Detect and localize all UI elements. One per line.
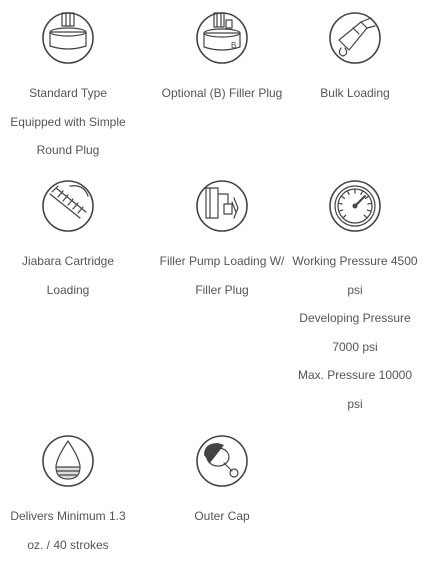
feature-caption: Standard Type Equipped with Simple Round Plug xyxy=(10,86,126,157)
feature-cartridge-loading xyxy=(0,178,143,304)
filler-pump-icon xyxy=(194,178,250,234)
feature-pressure xyxy=(280,178,430,418)
feature-caption: Optional (B) Filler Plug xyxy=(161,86,283,100)
feature-caption: Outer Cap xyxy=(194,509,250,523)
feature-delivery xyxy=(0,433,143,559)
feature-standard-type xyxy=(0,10,143,165)
feature-filler-pump-loading xyxy=(147,178,297,304)
standard-grease-gun-icon xyxy=(40,10,96,66)
feature-caption: Jiabara Cartridge Loading xyxy=(21,254,115,297)
feature-caption: Filler Pump Loading W/ Filler Plug xyxy=(159,254,285,297)
pressure-gauge-icon xyxy=(327,178,383,234)
feature-bulk-loading xyxy=(280,10,430,108)
filler-plug-icon xyxy=(194,10,250,66)
bulk-loading-icon xyxy=(327,10,383,66)
feature-filler-plug xyxy=(147,10,297,108)
feature-caption: Working Pressure 4500 psi Developing Pressure 7000 psi Max. Pressure 10000 psi xyxy=(292,254,418,411)
outer-cap-icon xyxy=(194,433,250,489)
feature-outer-cap xyxy=(147,433,297,531)
svg-text:B: B xyxy=(231,41,237,50)
feature-caption: Delivers Minimum 1.3 oz. / 40 strokes xyxy=(10,509,126,552)
feature-caption: Bulk Loading xyxy=(320,86,390,100)
cartridge-loading-icon xyxy=(40,178,96,234)
grease-drop-icon xyxy=(40,433,96,489)
